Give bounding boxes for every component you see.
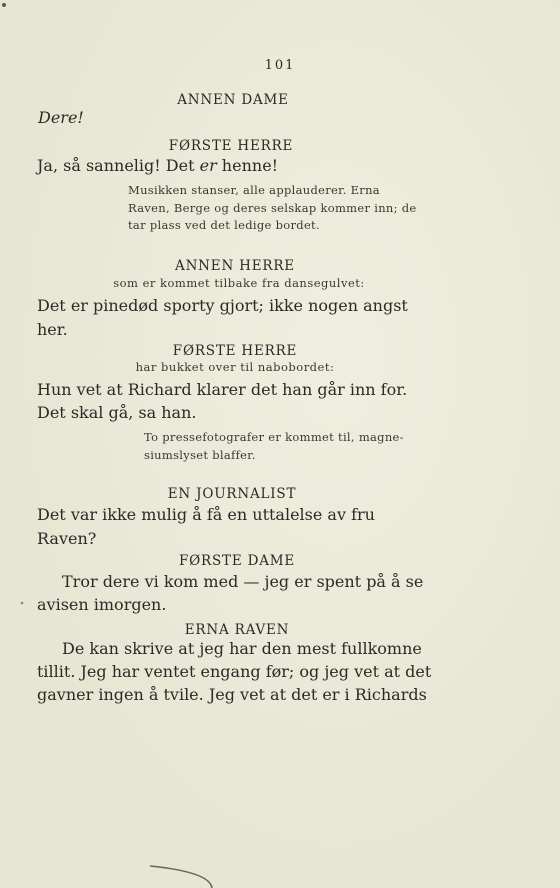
stage-direction: To pressefotografer er kommet til, magne- siumslyset blaffer. [144,430,404,462]
dialogue-line: her. [37,320,68,339]
stage-direction: har bukket over til nabobordet: [135,360,335,374]
speaker-annen-herre: ANNEN HERRE [175,258,295,274]
speaker-forste-herre: FØRSTE HERRE [172,343,298,359]
dialogue-line: Det skal gå, sa han. [37,403,197,422]
dialogue-line: Det var ikke mulig å få en uttalelse av fru [37,505,375,524]
dialogue-line: Tror dere vi kom med — jeg er spent på å se [62,572,424,591]
speaker-annen-dame: ANNEN DAME [177,92,289,108]
dialogue-line: Hun vet at Richard klarer det han går inn for. [37,380,408,399]
dialogue-line: gavner ingen å tvile. Jeg vet at det er i Richards [37,685,427,704]
speaker-forste-dame: FØRSTE DAME [178,553,296,569]
dialogue-line: Raven? [37,529,97,548]
speaker-en-journalist: EN JOURNALIST [167,486,297,502]
dialogue-line: De kan skrive at jeg har den mest fullkomne [62,639,422,658]
stage-direction: Musikken stanser, alle applauderer. Erna Raven, Berge og deres selskap kommer inn; de tar plass ved det ledige bordet. [128,183,417,232]
page-number: 101 [264,58,296,73]
dialogue-line: avisen imorgen. [37,595,167,614]
stage-direction: som er kommet tilbake fra dansegulvet: [113,276,365,290]
dialogue-line: tillit. Jeg har ventet engang før; og jeg vet at det [37,662,432,681]
speaker-erna-raven: ERNA RAVEN [184,622,290,638]
dialogue-line: Ja, så sannelig! Det er henne! [37,156,279,175]
dialogue-line: Dere! [38,108,84,127]
speaker-forste-herre: FØRSTE HERRE [168,138,294,154]
page-edge-mark [150,866,212,888]
dialogue-line: Det er pinedød sporty gjort; ikke nogen angst [37,296,408,315]
